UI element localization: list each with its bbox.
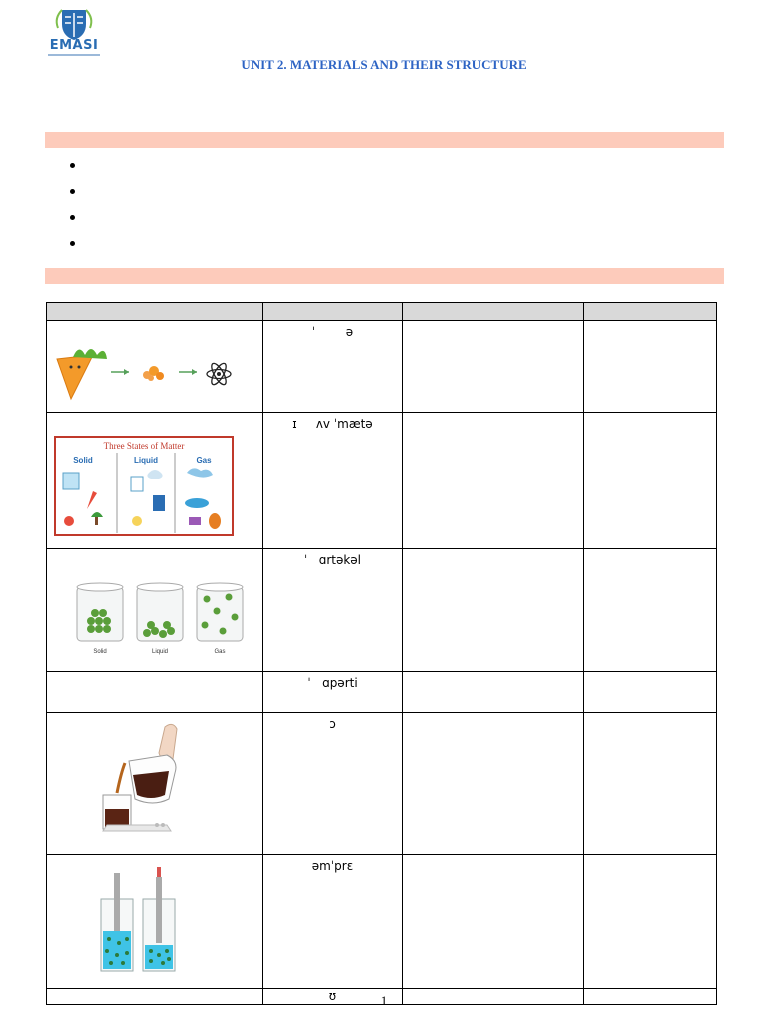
carrot-to-atom-icon xyxy=(47,321,262,407)
pronunciation-text: ɪ ʌv ˈmætə xyxy=(292,417,373,431)
meaning-cell xyxy=(403,413,584,549)
pouring-liquid-icon xyxy=(47,713,262,849)
picture-cell xyxy=(47,855,263,989)
header-cell-notes xyxy=(584,303,717,321)
pronunciation-text: ˈ ɑpərti xyxy=(307,676,358,690)
school-crest-icon xyxy=(44,8,104,42)
page-number: 1 xyxy=(380,993,388,1008)
meaning-cell xyxy=(403,713,584,855)
pronunciation-cell xyxy=(263,672,403,713)
vocabulary-table xyxy=(46,302,717,1005)
gas-jar xyxy=(197,583,243,641)
picture-cell xyxy=(47,549,263,672)
table-row xyxy=(47,855,717,989)
jar-label-liquid: Liquid xyxy=(151,649,169,655)
table-row xyxy=(47,413,717,549)
poster-label-solid: Solid xyxy=(73,456,93,465)
pronunciation-cell xyxy=(263,549,403,672)
table-row xyxy=(47,549,717,672)
page-title: UNIT 2. MATERIALS AND THEIR STRUCTURE xyxy=(241,57,527,72)
vocabulary-band xyxy=(45,268,724,284)
pronunciation-cell xyxy=(263,855,403,989)
picture-cell xyxy=(47,413,263,549)
pronunciation-cell xyxy=(263,321,403,413)
pronunciation-text: əmˈprɛ xyxy=(311,859,354,873)
notes-cell xyxy=(584,549,717,672)
notes-cell xyxy=(584,855,717,989)
jar-label-gas: Gas xyxy=(214,649,226,655)
meaning-cell xyxy=(403,321,584,413)
picture-cell xyxy=(47,672,263,713)
syringe-left xyxy=(101,873,133,971)
poster-label-liquid: Liquid xyxy=(134,456,158,465)
particle-jars-icon xyxy=(47,549,262,666)
table-header-row xyxy=(47,303,717,321)
table-row xyxy=(47,713,717,855)
jar-label-solid: Solid xyxy=(93,649,107,655)
poster-title: Three States of Matter xyxy=(103,441,185,451)
liquid-jar xyxy=(137,583,183,641)
meaning-cell xyxy=(403,672,584,713)
notes-cell xyxy=(584,672,717,713)
solid-jar xyxy=(77,583,123,641)
syringe-right xyxy=(143,867,175,971)
pronunciation-cell xyxy=(263,413,403,549)
meaning-cell xyxy=(403,855,584,989)
header-cell-pronunciation xyxy=(263,303,403,321)
compressed-syringes-icon xyxy=(47,855,262,983)
pronunciation-cell xyxy=(263,713,403,855)
notes-cell xyxy=(584,321,717,413)
header-cell-meaning xyxy=(403,303,584,321)
picture-cell xyxy=(47,713,263,855)
notes-cell xyxy=(584,413,717,549)
picture-cell xyxy=(47,321,263,413)
logo-wordmark: EMASI xyxy=(49,38,99,53)
header-cell-picture xyxy=(47,303,263,321)
logo-tagline-bar xyxy=(48,54,100,56)
table-row xyxy=(47,672,717,713)
pronunciation-text: ˈ ɑrtəkəl xyxy=(303,553,362,567)
pronunciation-text: ɔ xyxy=(329,717,336,731)
pronunciation-text: ʊ xyxy=(328,989,337,1003)
objectives-band xyxy=(45,132,724,148)
pronunciation-text: ˈ ə xyxy=(311,325,354,339)
meaning-cell xyxy=(403,549,584,672)
states-of-matter-poster-icon xyxy=(47,413,262,543)
poster-label-gas: Gas xyxy=(196,456,212,465)
table-row xyxy=(47,321,717,413)
notes-cell xyxy=(584,713,717,855)
atom-icon xyxy=(207,361,231,386)
